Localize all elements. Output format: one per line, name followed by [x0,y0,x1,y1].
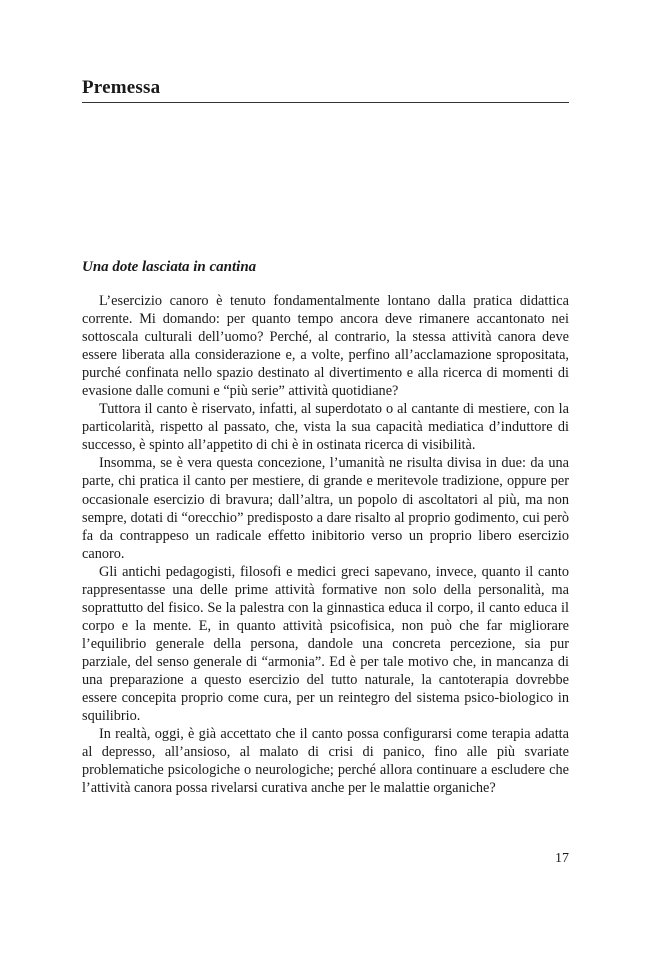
section-heading: Una dote lasciata in cantina [82,259,257,275]
paragraph: Tuttora il canto è riservato, infatti, al superdotato o al cantante di mestiere, con la particolarità, rispetto al passato, che, vista la sua capacità mediatica d’induttore di successo, è spinto all’appetito di chi è in ostinata ricerca di visibilità. [82,401,569,454]
paragraph: Gli antichi pedagogisti, filosofi e medici greci sapevano, invece, quanto il canto rappresentasse una delle prime attività formative non solo della personalità, ma soprattutto del fisico. Se la palestra con la ginnastica educa il corpo, il canto educa il corpo e la mente. E, in quanto attività psicofisica, non può che far migliorare l’equilibrio generale della persona, dandole una concreta percezione, sia pur parziale, del senso generale di “armonia”. Ed è per tale motivo che, in mancanza di una preparazione a questo esercizio del tutto naturale, la cantoterapia dovrebbe essere concepita proprio come cura, per un reintegro del sistema psico-biologico in squilibrio. [82,563,569,725]
paragraph: In realtà, oggi, è già accettato che il canto possa configurarsi come terapia adatta al depresso, all’ansioso, al malato di crisi di panico, fino alle più svariate problematiche psicologiche o neurologiche; perché allora continuare a escludere che l’attività canora possa rivelarsi curativa anche per le malattie organiche? [82,726,569,797]
title-rule [82,102,569,103]
paragraph: L’esercizio canoro è tenuto fondamentalmente lontano dalla pratica didattica corrente. Mi domando: per quanto tempo ancora deve rimanere accantonato nei sottoscala culturali dell’uomo? Perché, al contrario, la stessa attività canora deve essere liberata alla considerazione e, a volte, perfino all’acclamazione spropositata, purché confinata nello spazio destinato al divertimento e alla ricerca di momenti di evasione dalle comuni e “più serie” attività quotidiane? [82,293,569,400]
page-number: 17 [555,851,569,866]
paragraph: Insomma, se è vera questa concezione, l’umanità ne risulta divisa in due: da una parte, chi pratica il canto per mestiere, di grande e meritevole tradizione, oppure per occasionale esercizio di bravura; dall’altra, un popolo di ascoltatori al più, ma non sempre, dotati di “orecchio” predisposto a dare risalto al proprio godimento, cui però fa da contrappeso un radicale effetto inibitorio verso un proprio libero esercizio canoro. [82,455,569,562]
chapter-title: Premessa [82,77,161,98]
body-text [82,292,569,797]
